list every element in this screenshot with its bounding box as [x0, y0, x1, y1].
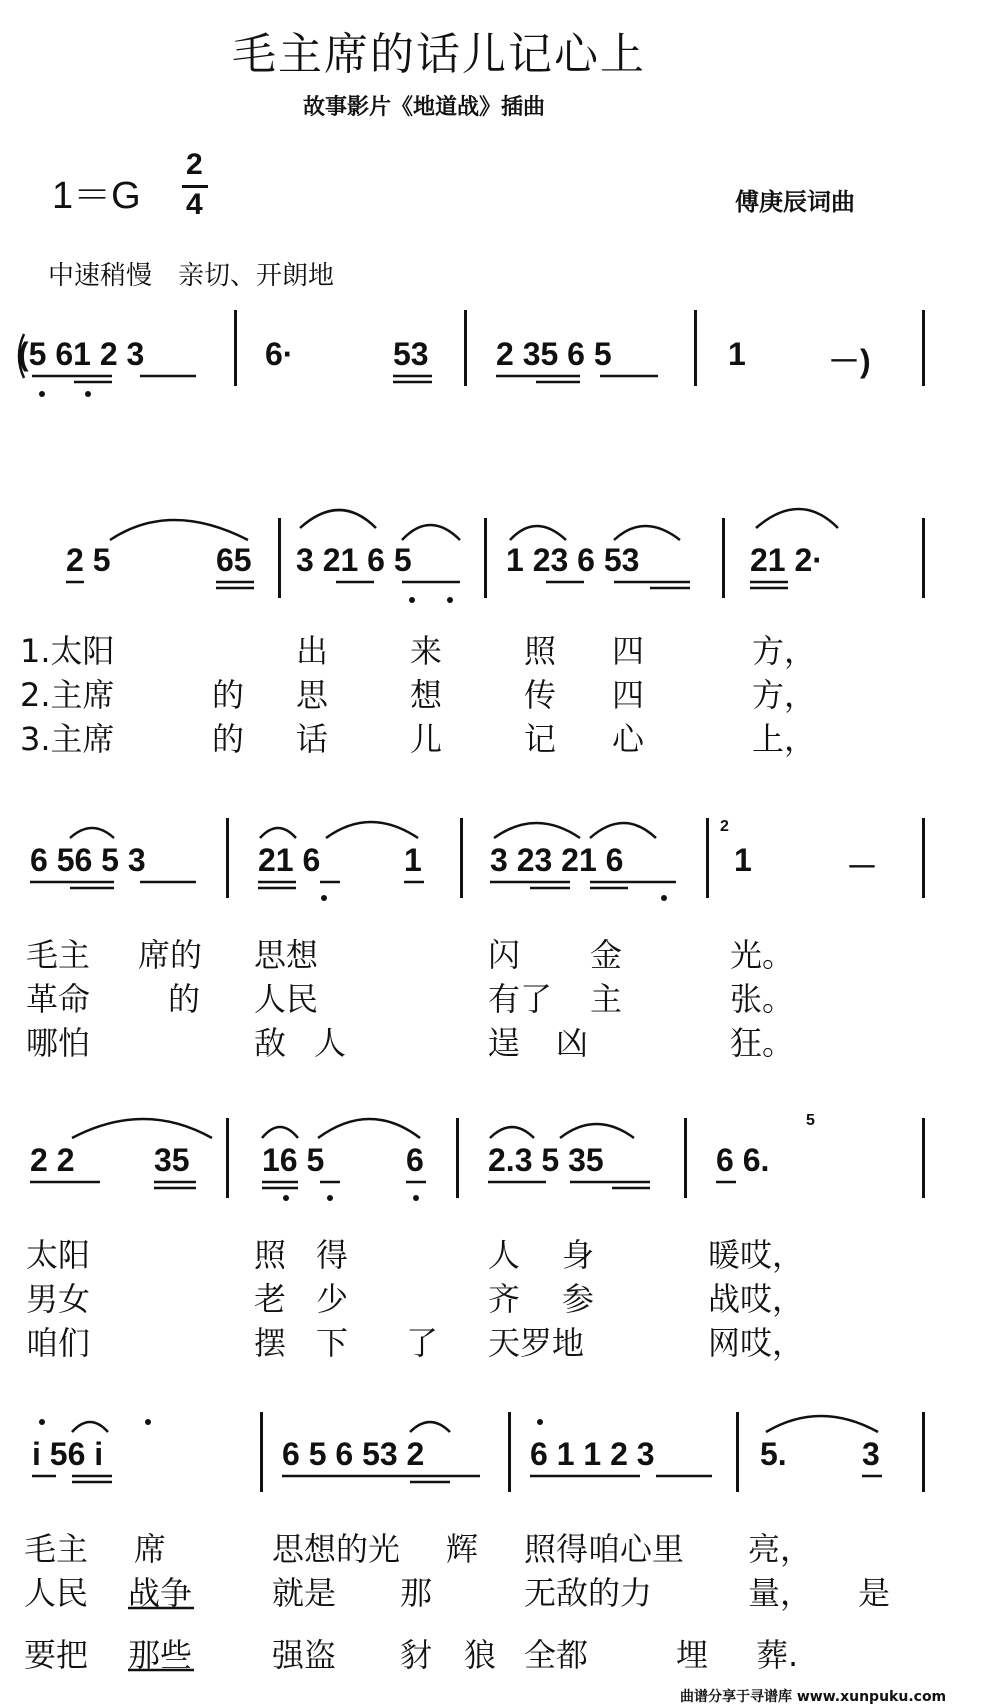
lyric: 张。	[730, 980, 795, 1018]
lyric: 身	[562, 1236, 595, 1274]
lyric: 狂。	[730, 1024, 795, 1062]
lyric: 人民	[24, 1574, 89, 1612]
lyric: 得	[316, 1236, 349, 1274]
lyric: 出	[296, 632, 329, 670]
lyric: 的	[168, 980, 201, 1018]
line4-measure-3: 6 1 1 2 3	[530, 1436, 655, 1472]
line3-measure-4: 6 6.	[716, 1142, 770, 1178]
lyric: 摆	[254, 1324, 287, 1362]
line2-measure-4a: 1	[734, 842, 752, 878]
lyric: 方，	[752, 676, 817, 714]
lyric: 思想	[254, 936, 319, 974]
lyric: 人	[314, 1024, 347, 1062]
grace-note: 5	[806, 1112, 815, 1129]
line3-measure-3: 2.3 5 35	[488, 1142, 604, 1178]
lyric: 老	[254, 1280, 287, 1318]
time-signature-numerator: 2	[186, 148, 203, 181]
lyric: 少	[316, 1280, 349, 1318]
lyric: 3.主席	[20, 720, 115, 758]
line2-measure-2a: 21 6	[258, 842, 321, 878]
lyric: 就是	[272, 1574, 337, 1612]
lyric: 照	[254, 1236, 287, 1274]
line1-measure-3: 1 23 6 53	[506, 542, 640, 578]
intro-measure-2a: 6·	[265, 336, 294, 372]
lyric: 太阳	[26, 1236, 91, 1274]
lyric: 上，	[752, 720, 817, 758]
lyric: 传	[524, 676, 557, 714]
intro-measure-1: (5 61 2 3	[18, 336, 145, 372]
lyric: 心	[612, 720, 645, 758]
lyric: 革命	[26, 980, 91, 1018]
lyric: 的	[212, 676, 245, 714]
line3-measure-2a: 16 5	[262, 1142, 325, 1178]
lyric: 想	[410, 676, 443, 714]
lyric: 暖哎，	[708, 1236, 805, 1274]
lyric: 那些	[128, 1636, 193, 1674]
lyric: 量，	[748, 1574, 813, 1612]
lyric: 战哎，	[708, 1280, 805, 1318]
lyric: 逞	[488, 1024, 521, 1062]
key-signature: 1＝G	[52, 175, 141, 217]
lyric: 敌	[254, 1024, 287, 1062]
lyric: 强盗	[272, 1636, 337, 1674]
lyric: 哪怕	[26, 1024, 91, 1062]
line2-measure-3: 3 23 21 6	[490, 842, 624, 878]
song-title: 毛主席的话儿记心上	[232, 29, 646, 80]
line2-measure-1: 6 56 5 3	[30, 842, 146, 878]
line3-measure-2b: 6	[406, 1142, 424, 1178]
time-signature-denominator: 4	[186, 188, 203, 221]
lyric: 席的	[138, 936, 203, 974]
lyric: 来	[410, 632, 443, 670]
line4-measure-4a: 5.	[760, 1436, 787, 1472]
lyric: 方，	[752, 632, 817, 670]
lyric: 照得咱心里	[524, 1530, 685, 1568]
lyric: 天罗地	[488, 1324, 585, 1362]
lyric: 记	[524, 720, 557, 758]
line4-measure-4b: 3	[862, 1436, 880, 1472]
line1-notes-a: 2 5	[66, 542, 111, 578]
lyric: 了	[406, 1324, 439, 1362]
lyric: 四	[612, 632, 645, 670]
intro-measure-2b: 53	[393, 336, 429, 372]
lyric: 那	[400, 1574, 433, 1612]
lyric: 有了	[488, 980, 553, 1018]
lyric: 四	[612, 676, 645, 714]
lyric: 全都	[524, 1636, 589, 1674]
lyric: 是	[858, 1574, 891, 1612]
lyric: 战争	[128, 1574, 193, 1612]
lyric: 人民	[254, 980, 319, 1018]
lyric: 咱们	[26, 1324, 91, 1362]
lyric: 思想的光	[272, 1530, 401, 1568]
line4-measure-2: 6 5 6 53 2	[282, 1436, 425, 1472]
lyric: 照	[524, 632, 557, 670]
lyric: 金	[590, 936, 623, 974]
line3-notes-a: 2 2	[30, 1142, 75, 1178]
line4-measure-1: i 56 i	[32, 1436, 104, 1472]
source-watermark: 曲谱分享于寻谱库 www.xunpuku.com	[680, 1689, 947, 1705]
intro-measure-4b: －)	[828, 343, 871, 379]
lyric: 2.主席	[20, 676, 115, 714]
composer-credit: 傅庚辰词曲	[735, 188, 855, 216]
intro-measure-4a: 1	[728, 336, 746, 372]
lyric: 思	[296, 676, 329, 714]
lyric: 席	[134, 1530, 167, 1568]
lyric: 闪	[488, 936, 521, 974]
intro-measure-3: 2 35 6 5	[496, 336, 612, 372]
lyric: 男女	[26, 1280, 91, 1318]
line1-notes-b: 65	[216, 542, 252, 578]
lyric: 的	[212, 720, 245, 758]
lyric: 光。	[730, 936, 795, 974]
lyric: 辉	[446, 1530, 479, 1568]
line1-measure-2: 3 21 6 5	[296, 542, 412, 578]
lyric: 毛主	[26, 936, 91, 974]
lyric: 豺	[400, 1636, 433, 1674]
tempo-marking: 中速稍慢 亲切、开朗地	[48, 261, 335, 291]
grace-note: 2	[720, 818, 729, 835]
line3-notes-b: 35	[154, 1142, 190, 1178]
lyric: 儿	[410, 720, 443, 758]
lyric: 要把	[24, 1636, 89, 1674]
lyric: 狼	[464, 1636, 497, 1674]
lyric: 网哎，	[708, 1324, 805, 1362]
lyric: 1.太阳	[20, 632, 115, 670]
line1-measure-4: 21 2·	[750, 542, 823, 578]
song-subtitle: 故事影片《地道战》插曲	[303, 95, 546, 120]
line2-measure-2b: 1	[404, 842, 422, 878]
lyric: 话	[296, 720, 329, 758]
lyric: 参	[562, 1280, 595, 1318]
lyric: 葬.	[756, 1636, 799, 1674]
lyric: 下	[316, 1324, 349, 1362]
lyric: 亮，	[748, 1530, 813, 1568]
lyric: 齐	[488, 1280, 521, 1318]
lyric: 埋	[676, 1636, 709, 1674]
lyric: 无敌的力	[524, 1574, 653, 1612]
lyric: 人	[488, 1236, 521, 1274]
lyric: 凶	[556, 1024, 589, 1062]
line2-measure-4b: －	[846, 849, 879, 885]
lyric: 主	[590, 980, 623, 1018]
lyric: 毛主	[24, 1530, 89, 1568]
